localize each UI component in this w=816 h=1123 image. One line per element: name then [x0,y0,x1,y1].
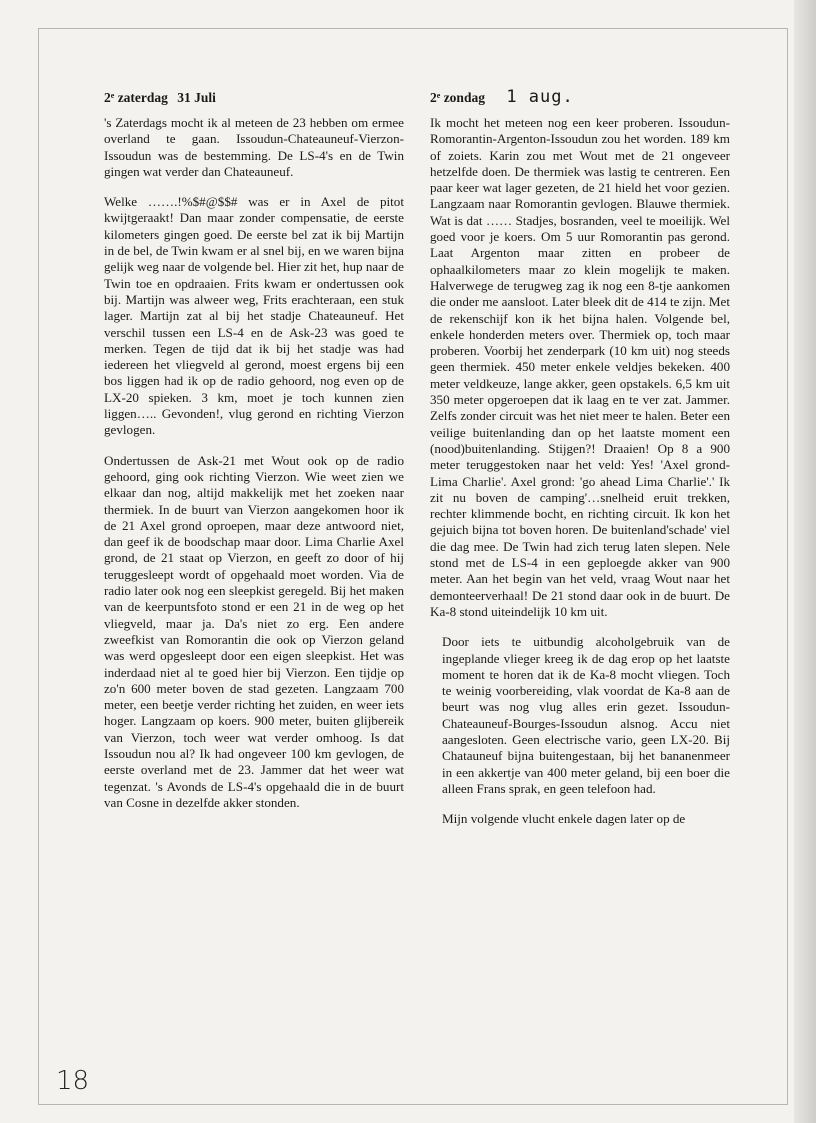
right-column [430,86,730,841]
paragraph: 's Zaterdags mocht ik al meteen de 23 hebben om ermee overland te gaan. Issoudun-Chateauneuf-Vierzon-Issoudun was de bestemming. De LS-4's en de Twin gingen wat verder dan Chateauneuf. [104,115,404,179]
heading-ordinal-suffix: e [436,91,441,100]
right-column-heading [430,86,730,106]
heading-ordinal-suffix: e [110,91,115,100]
paragraph: Ik mocht het meteen nog een keer proberen. Issoudun-Romorantin-Argenton-Issoudun zou het worden. 189 km of zoiets. Karin zou met Wout met de 21 ongeveer hetzelfde doen. De thermiek was lastig te centreren. Een paar keer wat lager gezeten, de 21 hield het voor gezien. Langzaam naar Romorantin gevlogen. Blauwe thermiek. Wat is dat …… Stadjes, bosranden, veel te moeilijk. Wel goed voor je koers. Om 5 uur Romorantin pas gerond. Laat Argenton maar zitten en probeer de ophaalkilometers maar zo klein mogelijk te maken. Halverwege de terugweg zag ik nog een 8-tje aankomen die onder me aansloot. Later bleek dit de 414 te zijn. Met de rekenschijf kon ik het bijna halen. Volgende bel, enkele honderden meters over. Thermiek op, toch maar proberen. Voorbij het zenderpark (10 km uit) nog steeds geen thermiek. 450 meter enkele veldjes bekeken. 400 meter veldkeuze, lange akker, geen opstakels. 6,5 km uit 350 meter opgeroepen dat ik laag en te ver zat. Jammer. Zelfs zonder circuit was het niet meer te halen. Beter een veilige buitenlanding dan op het laatste moment een (nood)buitenlanding. Stijgen?! Draaien! Op 8 a 900 meter teruggestoken naar het veld: Yes! 'Axel grond- Lima Charlie'. Axel grond: 'go ahead Lima Charlie'.' Ik zit nu boven de camping'…snelheid eruit trekken, rechter klimmende bocht, en richting circuit. Ik kon het gejuich bijna tot boven horen. De buitenland'schade' viel die dag mee. De Twin had zich terug laten slepen. Nele stond met de LS-4 in een geploegde akker van 900 meter. Aan het begin van het veld, vraag Wout naar het demonteerverhaal! De 21 stond daar ook in de buurt. De Ka-8 stond uiteindelijk 10 km uit. [430,115,730,619]
heading-ordinal: 2 [430,90,437,105]
left-column [104,86,404,825]
paragraph: Mijn volgende vlucht enkele dagen later op de [442,811,686,827]
heading-date: 31 Juli [177,90,216,105]
heading-day: zondag [443,90,485,105]
left-column-heading [104,86,404,106]
heading-ordinal: 2 [104,90,111,105]
handwritten-date: 1 aug. [506,87,574,107]
heading-day: zaterdag [117,90,168,105]
page-number: 18 [56,1066,90,1096]
paragraph: Ondertussen de Ask-21 met Wout ook op de radio gehoord, ging ook richting Vierzon. Wie weet zien we elkaar dan nog, altijd makkelijk met het zoeken naar thermiek. In de buurt van Vierzon aangekomen hoor ik de 21 Axel grond oproepen, maar deze antwoord niet, dan geef ik de boodschap maar door. Lima Charlie Axel grond, de 21 staat op Vierzon, en geeft zo door of hij teruggesleept wordt of opgehaald moet worden. Via de radio later ook nog een sleepkist geregeld. Bij het maken van de keerpuntsfoto stond er een 21 in de weg op het vliegveld, maar ja. Da's niet zo erg. Een andere zweefkist van Romorantin die ook op Vierzon geland was werd opgesleept door een eigen sleepkist. Het was inderdaad niet al te goed hier bij Vierzon. Een tijdje op zo'n 600 meter boven de stad gezeten. Langzaam 700 meter, een beetje verder richting het zuiden, en weer iets hoger. Langzaam op koers. 900 meter, buiten glijbereik van Vierzon, toch weer wat verder omhoog. Is dat Issoudun nou al? Ik had ongeveer 100 km gevlogen, de eerste overland met de 23. Jammer dat het weer wat tegenzat. 's Avonds de LS-4's opgehaald die in de buurt van Cosne in dezelfde akker stonden. [104,452,404,810]
paragraph: Welke …….!%$#@$$# was er in Axel de pitot kwijtgeraakt! Dan maar zonder compensatie, de eerste kilometers gingen goed. De eerste bel zat ik bij Martijn in de bel, de Twin kwam er al snel bij, en we waren bijna gelijk weg naar de volgende bel. Hier zit het, hup naar de Twin toe en opdraaien. Frits kwam er ondertussen ook bij. Martijn was alweer weg, Frits erachteraan, een stuk lager. Martijn zat al bij het stadje Chateauneuf. Het verschil tussen een LS-4 en de Ask-23 was goed te merken. Tegen de tijd dat ik bij het stadje was had iedereen het vliegveld al gerond, moest ergens bij een bos liggen had ik op de radio gehoord, nog even op de LX-20 spieken. 3 km, moet je toch kunnen zien liggen….. Gevonden!, vlug gerond en richting Vierzon gevlogen. [104,194,404,438]
page-edge-shadow [794,0,816,1123]
paragraph: Door iets te uitbundig alcoholgebruik van de ingeplande vlieger kreeg ik de dag erop op het laatste moment te horen dat ik de Ka-8 mocht vliegen. Toch te weinig voorbereiding, vlak voordat de Ka-8 aan de beurt was nog vlug alles erin gezet. Issoudun-Chateauneuf-Bourges-Issoudun alsnog. Accu niet aangesloten. Geen electrische vario, geen LX-20. Bij Chatauneuf bijna buitengestaan, bij het bananenmeer in een akkertje van 400 meter geland, bij een boer die alleen Frans sprak, en geen telefoon had. [442,634,730,796]
